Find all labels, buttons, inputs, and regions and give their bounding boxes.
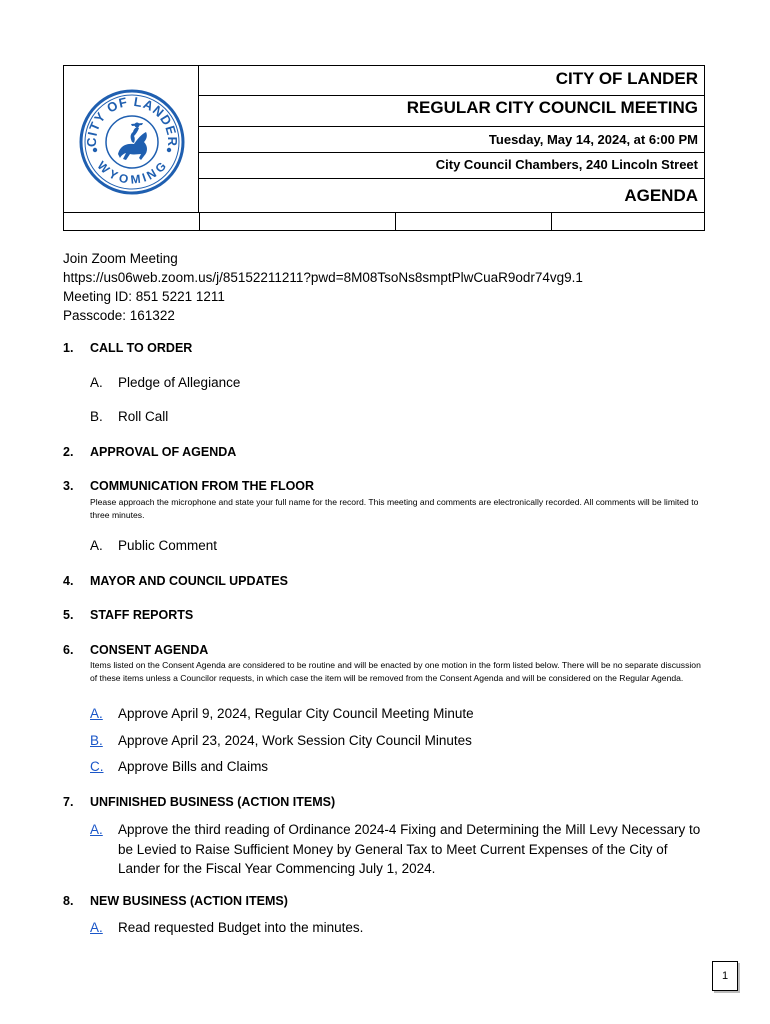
zoom-join-label: Join Zoom Meeting	[63, 251, 178, 266]
item-text: Public Comment	[118, 538, 218, 553]
section-number: 7.	[63, 795, 74, 809]
seal-top-text: CITY OF LANDER	[83, 93, 181, 148]
section-new-business	[63, 894, 288, 908]
section-communication-from-floor	[63, 479, 314, 493]
seal-bottom-text: WYOMING	[94, 158, 170, 187]
section-title: COMMUNICATION FROM THE FLOOR	[90, 479, 315, 493]
meeting-location: City Council Chambers, 240 Lincoln Street	[435, 157, 698, 172]
logo-cell	[64, 66, 199, 212]
section-approval-of-agenda	[63, 445, 236, 459]
agenda-item	[90, 733, 472, 748]
agenda-item	[90, 706, 474, 721]
section-title: UNFINISHED BUSINESS (ACTION ITEMS)	[90, 795, 336, 809]
item-text: Approve Bills and Claims	[118, 759, 269, 774]
agenda-title: AGENDA	[624, 186, 698, 205]
meeting-title: REGULAR CITY COUNCIL MEETING	[406, 98, 698, 117]
svg-text:WYOMING	[95, 158, 170, 186]
zoom-meeting-id: Meeting ID: 851 5221 1211	[63, 289, 225, 304]
item-text: Roll Call	[118, 409, 169, 424]
agenda-item	[90, 538, 217, 553]
page-number: 1	[721, 970, 729, 982]
item-letter-link[interactable]: B.	[90, 733, 103, 748]
item-text: Approve April 23, 2024, Work Session City Council Minutes	[118, 733, 472, 748]
section-title: CALL TO ORDER	[90, 341, 193, 355]
item-text: Approve the third reading of Ordinance 2024-4 Fixing and Determining the Mill Levy Necessary to be Levied to Raise Sufficient Money by General Tax to Meet Current Expenses of the City of Lander for the Fiscal Year Commencing July 1, 2024.	[118, 822, 701, 876]
header-row-line	[199, 95, 704, 96]
section-staff-reports	[63, 608, 193, 622]
section-number: 2.	[63, 445, 74, 459]
city-seal-logo	[78, 88, 186, 196]
header-row-line	[199, 126, 704, 127]
agenda-item	[90, 375, 240, 390]
section-number: 5.	[63, 608, 74, 622]
section-note: Items listed on the Consent Agenda are considered to be routine and will be enacted by one motion in the form listed below. There will be no separate discussion of these items unless a Councilor requests, in which case the item will be removed from the Consent Agenda and will be considered on the Regular Agenda.	[90, 660, 701, 683]
section-title: STAFF REPORTS	[90, 608, 194, 622]
section-call-to-order	[63, 341, 192, 355]
bucking-horse-rider-icon	[118, 123, 147, 161]
header-row-line	[199, 178, 704, 179]
item-letter: A.	[90, 375, 103, 390]
zoom-passcode: Passcode: 161322	[63, 308, 175, 323]
item-letter-link[interactable]: A.	[90, 706, 103, 721]
header-blank-row	[64, 212, 704, 230]
section-mayor-council-updates	[63, 574, 288, 588]
cell-divider	[395, 213, 396, 230]
item-letter: A.	[90, 538, 103, 553]
section-number: 1.	[63, 341, 74, 355]
cell-divider	[551, 213, 552, 230]
zoom-info	[63, 249, 583, 325]
section-title: APPROVAL OF AGENDA	[90, 445, 237, 459]
section-unfinished-business	[63, 795, 335, 809]
section-title: NEW BUSINESS (ACTION ITEMS)	[90, 894, 288, 908]
cell-divider	[199, 213, 200, 230]
section-consent-agenda	[63, 643, 208, 657]
page-number-box	[712, 961, 738, 991]
item-text: Pledge of Allegiance	[118, 375, 241, 390]
section-title: CONSENT AGENDA	[90, 643, 209, 657]
agenda-item	[90, 409, 168, 424]
item-letter-link[interactable]: A.	[90, 920, 103, 935]
agenda-item	[90, 820, 710, 879]
header-row-line	[199, 152, 704, 153]
section-number: 8.	[63, 894, 74, 908]
item-letter-link[interactable]: A.	[90, 822, 103, 837]
item-letter-link[interactable]: C.	[90, 759, 104, 774]
item-text: Approve April 9, 2024, Regular City Council Meeting Minute	[118, 706, 474, 721]
agenda-item	[90, 920, 363, 935]
agenda-item	[90, 759, 268, 774]
section-note: Please approach the microphone and state your full name for the record. This meeting and comments are electronically recorded. All comments will be limited to three minutes.	[90, 497, 699, 520]
meeting-date: Tuesday, May 14, 2024, at 6:00 PM	[488, 132, 698, 147]
agenda-header-table	[63, 65, 705, 231]
section-number: 6.	[63, 643, 74, 657]
item-text: Read requested Budget into the minutes.	[118, 920, 364, 935]
section-number: 3.	[63, 479, 74, 493]
city-name: CITY OF LANDER	[555, 69, 698, 88]
zoom-link[interactable]: https://us06web.zoom.us/j/85152211211?pwd=8M08TsoNs8smptPlwCuaR9odr74vg9.1	[63, 270, 583, 285]
item-letter: B.	[90, 409, 103, 424]
section-number: 4.	[63, 574, 74, 588]
section-title: MAYOR AND COUNCIL UPDATES	[90, 574, 288, 588]
